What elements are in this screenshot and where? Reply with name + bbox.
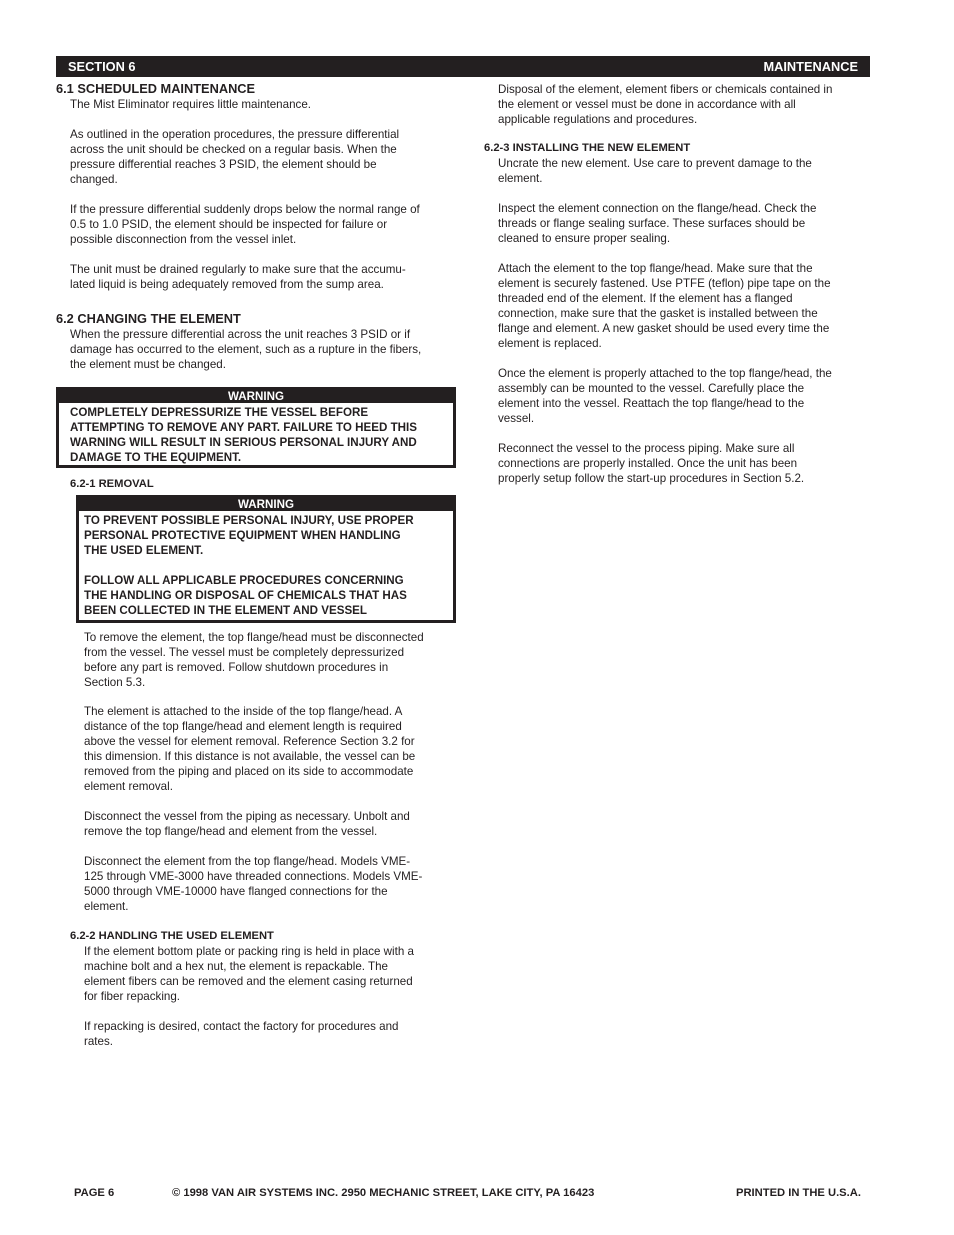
heading-6-2-3: 6.2-3 INSTALLING THE NEW ELEMENT: [484, 142, 691, 154]
warning-text-ppe: TO PREVENT POSSIBLE PERSONAL INJURY, USE PROPER PERSONAL PROTECTIVE EQUIPMENT WHEN HANDLING THE USED ELEMENT.: [84, 514, 414, 557]
s61-paragraph-4: The unit must be drained regularly to make sure that the accumu- lated liquid is being adequately removed from the sump area.: [70, 263, 406, 291]
heading-6-2: 6.2 CHANGING THE ELEMENT: [56, 311, 241, 326]
heading-6-2-1: 6.2-1 REMOVAL: [70, 478, 154, 490]
s621-paragraph-2: The element is attached to the inside of the top flange/head. A distance of the top flange/head and element length is required above the vessel for element removal. Reference Section 3.2 for this dimension. If this distance is not available, the vessel can be removed from the piping and placed on its side to accommodate element removal.: [84, 705, 416, 793]
s623-paragraph-3: Attach the element to the top flange/head. Make sure that the element is securely fastened. Use PTFE (teflon) pipe tape on the threaded end of the element. If the element has a flanged connection, make sure that the gasket is installed between the flange and element. A new gasket should be used every time the element is replaced.: [498, 262, 831, 350]
s623-paragraph-5: Reconnect the vessel to the process piping. Make sure all connections are properly installed. Once the unit has been properly setup follow the start-up procedures in Section 5.2.: [498, 442, 805, 485]
s622-paragraph-3: Disposal of the element, element fibers or chemicals contained in the element or vessel must be done in accordance with all applicable regulations and procedures.: [498, 83, 833, 126]
footer-printed: PRINTED IN THE U.S.A.: [736, 1187, 861, 1199]
warning-box-ppe: [76, 495, 456, 623]
footer-copyright: © 1998 VAN AIR SYSTEMS INC. 2950 MECHANIC STREET, LAKE CITY, PA 16423: [172, 1187, 595, 1199]
s61-paragraph-1: The Mist Eliminator requires little maintenance.: [70, 98, 311, 111]
s623-paragraph-2: Inspect the element connection on the flange/head. Check the threads or flange sealing surface. These surfaces should be cleaned to ensure proper sealing.: [498, 202, 817, 245]
warning-text: COMPLETELY DEPRESSURIZE THE VESSEL BEFORE ATTEMPTING TO REMOVE ANY PART. FAILURE TO HEED THIS WARNING WILL RESULT IN SERIOUS PERSONAL INJURY AND DAMAGE TO THE EQUIPMENT.: [70, 406, 417, 464]
warning-text-chemicals: FOLLOW ALL APPLICABLE PROCEDURES CONCERNING THE HANDLING OR DISPOSAL OF CHEMICALS THAT HAS BEEN COLLECTED IN THE ELEMENT AND VESSEL: [84, 574, 407, 617]
warning-box-depressurize: [56, 387, 456, 468]
section-title: MAINTENANCE: [763, 59, 858, 74]
s622-paragraph-2: If repacking is desired, contact the factory for procedures and rates.: [84, 1020, 399, 1048]
s621-paragraph-3: Disconnect the vessel from the piping as necessary. Unbolt and remove the top flange/head and element from the vessel.: [84, 810, 410, 838]
footer-page-number: PAGE 6: [74, 1187, 115, 1199]
section-header-bar: [56, 56, 870, 77]
section-number: SECTION 6: [68, 59, 136, 74]
warning-title: WARNING: [59, 390, 453, 403]
heading-6-2-2: 6.2-2 HANDLING THE USED ELEMENT: [70, 930, 274, 942]
s621-paragraph-4: Disconnect the element from the top flange/head. Models VME- 125 through VME-3000 have threaded connections. Models VME- 5000 through VME-10000 have flanged connections for the element.: [84, 855, 423, 913]
s61-paragraph-3: If the pressure differential suddenly drops below the normal range of 0.5 to 1.0 PSID, the element should be inspected for failure or possible disconnection from the vessel inlet.: [70, 203, 420, 246]
s621-paragraph-1: To remove the element, the top flange/head must be disconnected from the vessel. The vessel must be completely depressurized before any part is removed. Follow shutdown procedures in Section 5.3.: [84, 631, 424, 689]
warning-title: WARNING: [79, 498, 453, 511]
s622-paragraph-1: If the element bottom plate or packing ring is held in place with a machine bolt and a hex nut, the element is repackable. The element fibers can be removed and the element casing returned for fiber repacking.: [84, 945, 414, 1003]
s623-paragraph-4: Once the element is properly attached to the top flange/head, the assembly can be mounted to the vessel. Carefully place the element into the vessel. Reattach the top flange/head to the vessel.: [498, 367, 832, 425]
heading-6-1: 6.1 SCHEDULED MAINTENANCE: [56, 81, 256, 96]
s623-paragraph-1: Uncrate the new element. Use care to prevent damage to the element.: [498, 157, 812, 185]
s62-paragraph-1: When the pressure differential across the unit reaches 3 PSID or if damage has occurred to the element, such as a rupture in the fibers, the element must be changed.: [70, 328, 422, 371]
s61-paragraph-2: As outlined in the operation procedures, the pressure differential across the unit should be checked on a regular basis. When the pressure differential reaches 3 PSID, the element should be changed.: [70, 128, 400, 186]
